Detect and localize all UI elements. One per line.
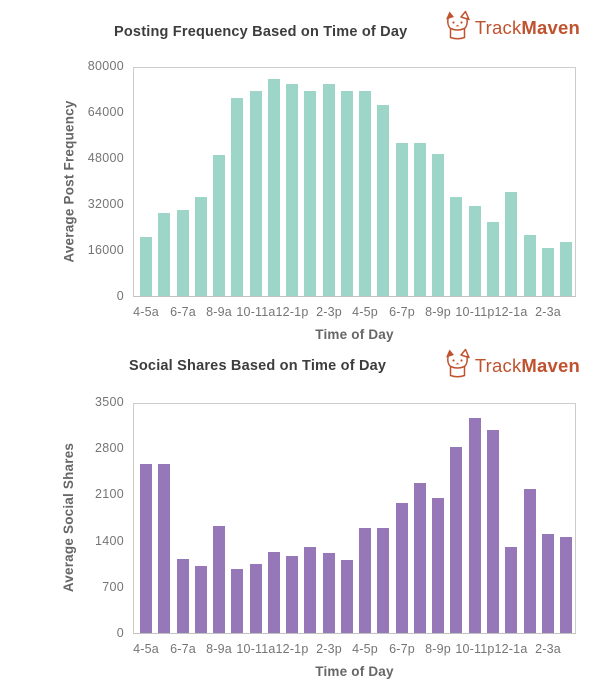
chart-title: Social Shares Based on Time of Day [129,358,387,374]
trackmaven-logo [444,348,580,384]
bar [396,143,408,296]
bar [250,564,262,633]
x-tick-label: 2-3a [535,305,561,319]
bar [377,105,389,296]
bar [304,547,316,633]
trackmaven-wordmark [475,355,580,377]
bar [505,192,517,296]
x-tick-label: 8-9a [206,642,232,656]
bar [213,526,225,633]
bar [195,566,207,633]
x-tick-label: 10-11p [455,642,495,656]
logo-track: Track [474,17,522,38]
x-tick-label: 4-5p [352,642,378,656]
y-tick-label: 32000 [87,197,124,211]
x-tick-label: 2-3p [316,305,342,319]
bar [560,537,572,633]
logo-track: Track [474,355,522,376]
x-tick-label: 6-7p [389,642,415,656]
x-tick-label: 10-11p [455,305,495,319]
plot-area [133,403,576,634]
bar [560,242,572,296]
trackmaven-logo [444,10,580,46]
bar [286,556,298,633]
bar [304,91,316,296]
bar [450,197,462,296]
bar [359,528,371,633]
x-tick-label: 12-1a [494,305,528,319]
x-tick-label: 12-1p [275,305,309,319]
x-tick-label: 8-9p [425,642,451,656]
x-axis-label: Time of Day [315,664,394,679]
x-tick-label: 6-7a [170,305,196,319]
bar [542,248,554,296]
x-tick-label: 4-5a [133,642,159,656]
bar [414,143,426,296]
bar [487,222,499,296]
trackmaven-wordmark [475,17,580,39]
bar [286,84,298,296]
bar [469,206,481,296]
bar [341,560,353,633]
bar [158,464,170,633]
bar [432,498,444,633]
y-tick-label: 80000 [87,59,124,73]
y-tick-label: 2100 [94,487,124,501]
y-tick-label: 1400 [94,534,124,548]
x-tick-label: 2-3a [535,642,561,656]
y-tick-label: 0 [116,626,124,640]
y-tick-label: 3500 [94,395,124,409]
x-tick-label: 4-5a [133,305,159,319]
bar [213,155,225,296]
bar [140,464,152,633]
x-tick-label: 10-11a [236,642,276,656]
y-tick-label: 48000 [87,151,124,165]
logo-maven: Maven [521,17,580,38]
x-tick-label: 6-7p [389,305,415,319]
y-axis-label: Average Social Shares [61,442,76,593]
bar [268,552,280,633]
y-tick-label: 2800 [94,441,124,455]
corgi-dog-icon [444,10,471,46]
bar [250,91,262,296]
corgi-dog-icon [444,348,471,384]
bar [377,528,389,633]
bar [323,84,335,296]
bar [487,430,499,633]
bar [231,98,243,296]
bar [195,197,207,296]
bar [524,235,536,296]
bar [177,559,189,633]
bar [414,483,426,633]
y-tick-label: 64000 [87,105,124,119]
x-axis-label: Time of Day [315,327,394,342]
logo-maven: Maven [521,355,580,376]
bar [396,503,408,633]
x-tick-label: 10-11a [236,305,276,319]
bar [323,553,335,633]
plot-area [133,67,576,297]
bar [450,447,462,633]
bar [524,489,536,633]
x-tick-label: 2-3p [316,642,342,656]
chart-title: Posting Frequency Based on Time of Day [114,24,408,40]
bar [432,154,444,296]
x-tick-label: 6-7a [170,642,196,656]
bar [505,547,517,633]
bar [158,213,170,296]
bar [469,418,481,633]
y-axis-label: Average Post Frequency [61,100,77,263]
bar [341,91,353,296]
x-tick-label: 8-9p [425,305,451,319]
x-tick-label: 8-9a [206,305,232,319]
bar [140,237,152,296]
x-tick-label: 12-1p [275,642,309,656]
bar [268,79,280,296]
bar [231,569,243,633]
y-tick-label: 700 [102,580,124,594]
x-tick-label: 12-1a [494,642,528,656]
x-tick-label: 4-5p [352,305,378,319]
bar [359,91,371,296]
y-tick-label: 0 [116,289,124,303]
bar [542,534,554,633]
bar [177,210,189,296]
social-shares-chart [0,348,600,695]
y-tick-label: 16000 [87,243,124,257]
